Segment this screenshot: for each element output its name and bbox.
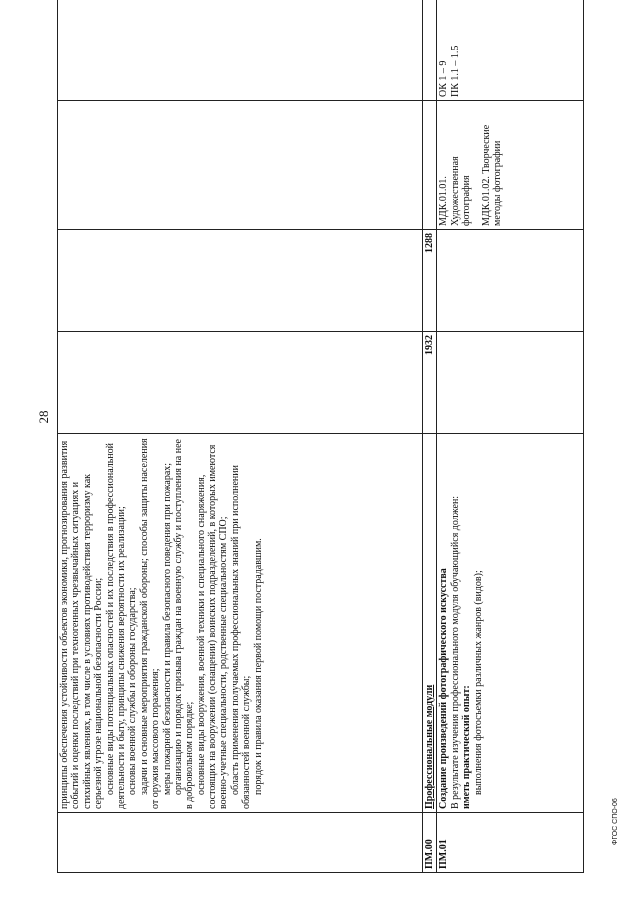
rotated-table-container xyxy=(57,30,584,873)
pm00-mdk xyxy=(423,101,437,230)
content-line: основы военной службы и обороны государства; xyxy=(127,587,139,795)
table-row xyxy=(58,0,423,873)
pm01-mdk-2: МДК.01.02. Творческие методы фотографии xyxy=(480,124,503,226)
pm00-code: ПМ.00 xyxy=(423,813,437,873)
mandatory-hours-cell xyxy=(58,230,423,332)
pm01-ok: ОК 1 – 9 xyxy=(438,60,450,97)
page-number: 28 xyxy=(36,410,51,424)
pm01-total-hours xyxy=(437,332,584,434)
content-line: порядок и правила оказания первой помощи пострадавшим. xyxy=(252,538,264,795)
pm01-practice-item: выполнения фотосъемки различных жанров (видов); xyxy=(472,570,484,795)
pm01-competency xyxy=(437,0,584,101)
content-line: принципы обеспечения устойчивости объектов экономики, прогнозирования развития событий и оценки последствий при техногенных чрезвычайных ситуациях и стихийных явлениях, в том числе в условиях противодействия терроризму как серьезной угрозе национальной безопасности России; xyxy=(59,440,105,809)
competency-cell xyxy=(58,0,423,101)
content-line: основные виды вооружения, военной техники и специального снаряжения, состоящих на вооружении (оснащении) воинских подразделений, в которых имеются военно-учетные специальности, родственные специальностям СПО; xyxy=(195,444,230,809)
code-cell xyxy=(58,813,423,873)
footer-label: ФГОС СПО-06 xyxy=(612,798,619,845)
pm01-practice-heading: иметь практический опыт: xyxy=(461,685,473,809)
pm01-mdk-1: МДК.01.01. Художественная фотография xyxy=(438,156,473,226)
pm01-mdk xyxy=(437,101,584,230)
table-row xyxy=(437,0,584,873)
content-line: организацию и порядок призыва граждан на военную службу и поступления на нее в добровольном порядке; xyxy=(172,439,196,809)
pm01-pk: ПК 1.1 – 1.5 xyxy=(449,45,461,97)
pm01-intro: В результате изучения профессионального модуля обучающийся должен: xyxy=(449,495,461,809)
pm00-total-hours: 1932 xyxy=(423,332,437,434)
table-row xyxy=(423,0,437,873)
pm01-content xyxy=(437,434,584,813)
curriculum-table xyxy=(57,0,584,873)
content-line: меры пожарной безопасности и правила безопасного поведения при пожарах; xyxy=(161,462,173,795)
pm01-title: Создание произведений фотографического искусства xyxy=(438,568,450,809)
content-line: основные виды потенциальных опасностей и их последствия в профессиональной деятельности и быту, принципы снижения вероятности их реализации; xyxy=(104,442,127,809)
pm01-practice-label: иметь практический опыт xyxy=(461,688,473,809)
content-cell xyxy=(58,434,423,813)
pm01-code: ПМ.01 xyxy=(437,813,584,873)
total-hours-cell xyxy=(58,332,423,434)
pm01-mandatory-hours xyxy=(437,230,584,332)
content-line: задачи и основные мероприятия гражданской обороны; способы защиты населения от оружия массового поражения; xyxy=(138,438,162,809)
mdk-cell xyxy=(58,101,423,230)
pm00-competency xyxy=(423,0,437,101)
pm00-mandatory-hours: 1288 xyxy=(423,230,437,332)
pm00-title: Профессиональные модули xyxy=(423,434,437,813)
content-line: область применения получаемых профессиональных знаний при исполнении обязанностей военной службы; xyxy=(229,465,253,809)
